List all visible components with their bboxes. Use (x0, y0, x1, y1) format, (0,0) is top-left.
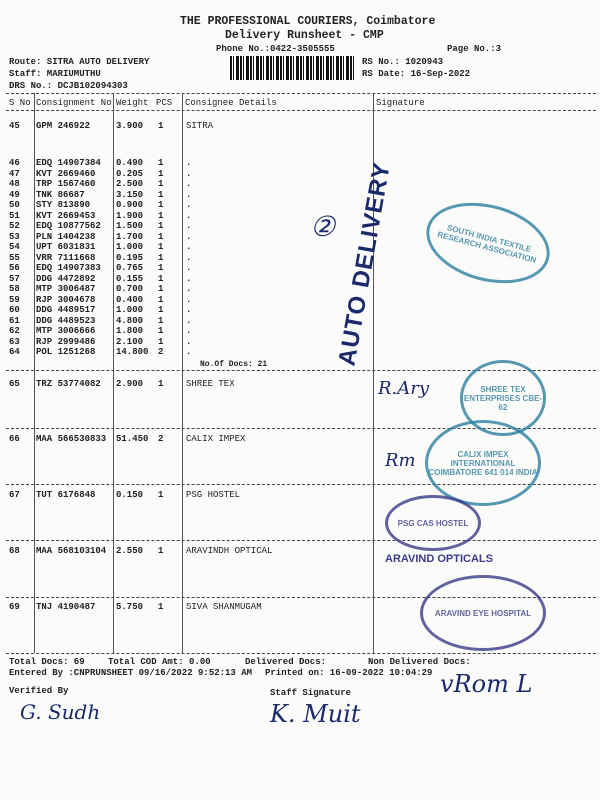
row-consignment: RJP 3004678 (36, 294, 96, 305)
row-pcs: 1 (158, 210, 164, 221)
signature-receiver: vRom L (440, 670, 533, 698)
group-doc-count: No.Of Docs: 21 (200, 360, 268, 369)
row-pcs: 1 (158, 294, 164, 305)
row-weight: 2.900 (116, 379, 144, 389)
row-sno: 52 (9, 221, 20, 231)
col-weight: Weight (116, 98, 149, 108)
row-consignment: TRZ 53774082 (36, 379, 101, 389)
row-pcs: 1 (158, 379, 164, 389)
row-pcs: 1 (158, 336, 164, 347)
row-pcs: 2 (158, 347, 164, 357)
row-weight: 1.000 (116, 305, 144, 315)
row-weight: 1.800 (116, 326, 144, 336)
row-weight: 0.150 (116, 490, 144, 500)
col-consignment: Consignment No (36, 98, 112, 108)
row-consignment: PLN 1404238 (36, 231, 96, 242)
row-consignee: . (186, 168, 192, 179)
row-consignee: . (186, 242, 192, 252)
row-pcs: 1 (158, 158, 164, 168)
total-cod: Total COD Amt: 0.00 (108, 657, 211, 667)
row-consignee: . (186, 273, 192, 284)
signature-shree-tex: R.Ary (378, 378, 430, 399)
row-weight: 1.700 (116, 231, 144, 242)
row-pcs: 2 (158, 434, 164, 444)
row-sno: 57 (9, 273, 20, 284)
row-consignment: UPT 6031831 (36, 242, 96, 252)
row-consignment: MTP 3006487 (36, 284, 96, 294)
row-weight: 1.000 (116, 242, 144, 252)
row-pcs: 1 (158, 221, 164, 231)
delivered-docs: Delivered Docs: (245, 657, 327, 667)
row-pcs: 1 (158, 602, 164, 612)
row-pcs: 1 (158, 252, 164, 263)
row-consignment: MAA 566530833 (36, 434, 107, 444)
row-sno: 51 (9, 210, 20, 221)
row-weight: 1.900 (116, 210, 144, 221)
page-number: Page No.:3 (447, 44, 502, 54)
row-consignee: . (186, 158, 192, 168)
row-consignment: KVT 2669460 (36, 168, 96, 179)
verified-by-label: Verified By (9, 686, 69, 696)
row-weight: 3.150 (116, 189, 144, 200)
row-consignment: TRP 1567460 (36, 179, 96, 189)
printed-on: Printed on: 16-09-2022 10:04:29 (265, 668, 433, 678)
row-sno: 55 (9, 252, 20, 263)
row-sno: 53 (9, 231, 20, 242)
row-pcs: 1 (158, 490, 164, 500)
row-consignee: . (186, 231, 192, 242)
row-weight: 1.500 (116, 221, 144, 231)
row-consignee: . (186, 200, 192, 210)
row-weight: 0.195 (116, 252, 144, 263)
row-consignee: . (186, 347, 192, 357)
row-consignee: . (186, 294, 192, 305)
row-weight: 2.100 (116, 336, 144, 347)
row-sno: 50 (9, 200, 20, 210)
row-sno: 62 (9, 326, 20, 336)
row-consignment: RJP 2999486 (36, 336, 96, 347)
row-consignment: MTP 3006666 (36, 326, 96, 336)
row-consignee: . (186, 189, 192, 200)
row-consignment: KVT 2669453 (36, 210, 96, 221)
row-consignee: CALIX IMPEX (186, 434, 246, 444)
row-sno: 58 (9, 284, 20, 294)
signature-calix: Rm (385, 450, 416, 471)
row-consignment: MAA 568103104 (36, 546, 107, 556)
company-title: THE PROFESSIONAL COURIERS, Coimbatore (180, 15, 436, 28)
row-consignment: TNJ 4190487 (36, 602, 96, 612)
row-consignment: TNK 86687 (36, 189, 85, 200)
row-pcs: 1 (158, 273, 164, 284)
row-consignment: TUT 6176848 (36, 490, 96, 500)
row-sno: 67 (9, 490, 20, 500)
row-sno: 49 (9, 189, 20, 200)
row-consignee: . (186, 252, 192, 263)
row-consignment: STY 813890 (36, 200, 91, 210)
row-sno: 54 (9, 242, 20, 252)
row-sno: 63 (9, 336, 20, 347)
col-sno: S No (9, 98, 31, 108)
rs-number: RS No.: 1020943 (362, 57, 444, 67)
row-pcs: 1 (158, 168, 164, 179)
row-weight: 5.750 (116, 602, 144, 612)
route: Route: SITRA AUTO DELIVERY (9, 57, 150, 67)
row-weight: 0.400 (116, 294, 144, 305)
row-sno: 60 (9, 305, 20, 315)
row-weight: 3.900 (116, 121, 144, 131)
row-consignee: . (186, 305, 192, 315)
row-weight: 2.550 (116, 546, 144, 556)
row-consignment: EDQ 14907384 (36, 158, 101, 168)
runsheet-title: Delivery Runsheet - CMP (225, 29, 384, 42)
row-sno: 46 (9, 158, 20, 168)
staff: Staff: MARIUMUTHU (9, 69, 101, 79)
total-docs: Total Docs: 69 (9, 657, 85, 667)
col-signature: Signature (376, 98, 425, 108)
row-consignee: . (186, 315, 192, 326)
row-sno: 64 (9, 347, 20, 357)
row-weight: 0.205 (116, 168, 144, 179)
row-consignment: GPM 246922 (36, 121, 91, 131)
row-consignment: DDG 4472892 (36, 273, 96, 284)
row-sno: 69 (9, 602, 20, 612)
row-pcs: 1 (158, 263, 164, 273)
row-consignee: SIVA SHANMUGAM (186, 602, 262, 612)
row-consignee: . (186, 179, 192, 189)
row-consignee: . (186, 263, 192, 273)
row-sno: 65 (9, 379, 20, 389)
shree-tex-stamp: SHREE TEX ENTERPRISES CBE-62 (460, 360, 546, 436)
row-consignment: VRR 7111668 (36, 252, 96, 263)
row-weight: 4.800 (116, 315, 144, 326)
row-consignment: DDG 4489517 (36, 305, 96, 315)
row-sno: 66 (9, 434, 20, 444)
col-pcs: PCS (156, 98, 173, 108)
entered-by: Entered By :CNPRUNSHEET 09/16/2022 9:52:13 AM (9, 668, 253, 678)
row-weight: 0.765 (116, 263, 144, 273)
row-pcs: 1 (158, 284, 164, 294)
row-sno: 59 (9, 294, 20, 305)
aravind-hospital-stamp: ARAVIND EYE HOSPITAL (420, 575, 546, 651)
row-pcs: 1 (158, 231, 164, 242)
row-consignment: DDG 4489523 (36, 315, 96, 326)
row-consignment: EDQ 10877562 (36, 221, 101, 231)
rs-date: RS Date: 16-Sep-2022 (362, 69, 471, 79)
row-weight: 51.450 (116, 434, 149, 444)
row-consignee: . (186, 210, 192, 221)
signature-staff: K. Muit (270, 700, 361, 728)
phone: Phone No.:0422-3505555 (216, 44, 335, 54)
auto-delivery-stamp: AUTO DELIVERY (333, 159, 396, 368)
row-consignee: PSG HOSTEL (186, 490, 241, 500)
row-consignee: SHREE TEX (186, 379, 235, 389)
row-consignment: POL 1251268 (36, 347, 96, 357)
row-weight: 0.900 (116, 200, 144, 210)
non-delivered-docs: Non Delivered Docs: (368, 657, 471, 667)
calix-stamp: CALIX IMPEX INTERNATIONAL COIMBATORE 641 014 INDIA (425, 420, 541, 506)
row-consignment: EDQ 14907383 (36, 263, 101, 273)
row-consignee: . (186, 221, 192, 231)
row-pcs: 1 (158, 121, 164, 131)
row-pcs: 1 (158, 189, 164, 200)
row-consignee: . (186, 336, 192, 347)
psg-hostel-stamp: PSG CAS HOSTEL (385, 495, 481, 551)
row-weight: 0.700 (116, 284, 144, 294)
row-consignee: . (186, 284, 192, 294)
row-pcs: 1 (158, 200, 164, 210)
row-weight: 2.500 (116, 179, 144, 189)
col-consignee: Consignee Details (185, 98, 277, 108)
barcode (230, 56, 356, 80)
row-sno: 47 (9, 168, 20, 179)
row-weight: 0.155 (116, 273, 144, 284)
row-pcs: 1 (158, 305, 164, 315)
sitra-stamp: SOUTH INDIA TEXTILE RESEARCH ASSOCIATION (417, 190, 558, 296)
row-consignee: ARAVINDH OPTICAL (186, 546, 273, 556)
row-consignee: SITRA (186, 121, 214, 131)
staff-signature-label: Staff Signature (270, 688, 352, 698)
signature-verifier: G. Sudh (20, 700, 101, 724)
row-sno: 48 (9, 179, 20, 189)
row-pcs: 1 (158, 315, 164, 326)
row-sno: 45 (9, 121, 20, 131)
aravind-stamp: ARAVIND OPTICALS (385, 553, 493, 565)
row-sno: 68 (9, 546, 20, 556)
row-weight: 14.800 (116, 347, 149, 357)
row-sno: 56 (9, 263, 20, 273)
row-pcs: 1 (158, 546, 164, 556)
row-pcs: 1 (158, 326, 164, 336)
row-sno: 61 (9, 315, 20, 326)
handwritten-mark: ② (310, 210, 336, 243)
row-weight: 0.490 (116, 158, 144, 168)
row-pcs: 1 (158, 179, 164, 189)
row-consignee: . (186, 326, 192, 336)
row-pcs: 1 (158, 242, 164, 252)
drs-number: DRS No.: DCJB102094303 (9, 81, 128, 91)
